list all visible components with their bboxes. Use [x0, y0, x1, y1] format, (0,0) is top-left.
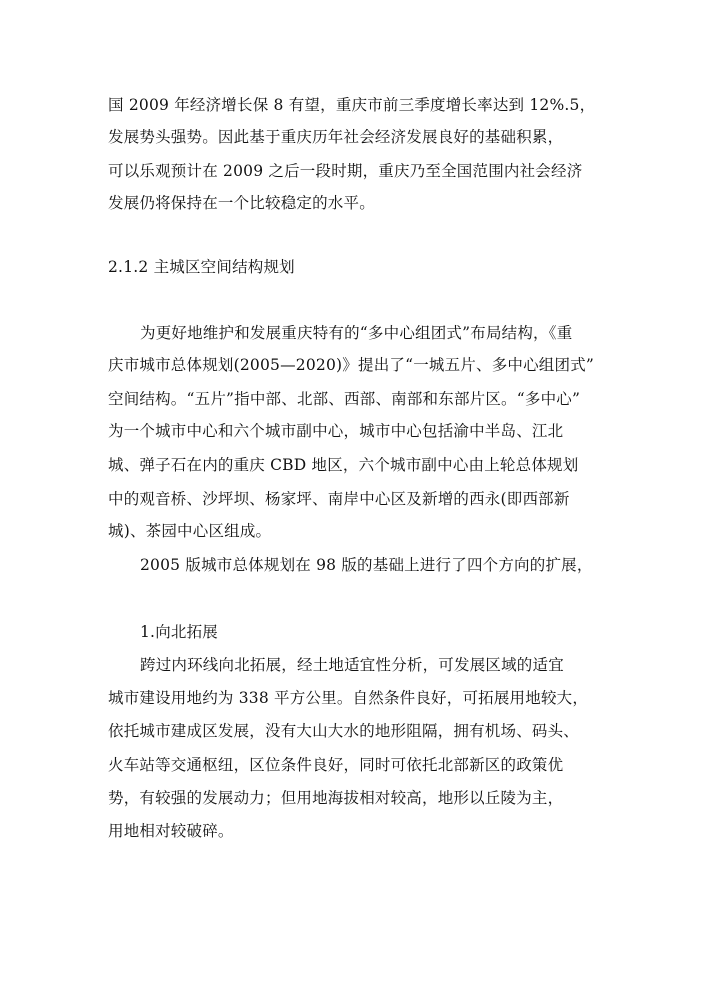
paragraph-4-line-4: 火车站等交通枢纽，区位条件良好，同时可依托北部新区的政策优 — [108, 756, 564, 774]
paragraph-4-line-2: 城市建设用地约为 338 平方公里。自然条件良好，可拓展用地较大， — [108, 689, 589, 707]
section-heading: 2.1.2 主城区空间结构规划 — [108, 258, 295, 276]
paragraph-2-line-7: 城)、茶园中心区组成。 — [108, 522, 272, 540]
paragraph-4-line-5: 势，有较强的发展动力；但用地海拔相对较高，地形以丘陵为主， — [108, 789, 564, 807]
paragraph-2-line-1: 为更好地维护和发展重庆特有的“多中心组团式”布局结构，《重 — [140, 324, 573, 342]
paragraph-1-line-1: 国 2009 年经济增长保 8 有望，重庆市前三季度增长率达到 12%.5， — [108, 96, 596, 114]
paragraph-2-line-5: 城、弹子石在内的重庆 CBD 地区，六个城市副中心由上轮总体规划 — [108, 456, 579, 474]
subheading: 1.向北拓展 — [140, 623, 218, 641]
paragraph-4-line-6: 用地相对较破碎。 — [108, 822, 234, 840]
paragraph-2-line-6: 中的观音桥、沙坪坝、杨家坪、南岸中心区及新增的西永(即西部新 — [108, 490, 570, 508]
paragraph-1-line-4: 发展仍将保持在一个比较稳定的水平。 — [108, 194, 375, 212]
paragraph-2-line-3: 空间结构。“五片”指中部、北部、西部、南部和东部片区。“多中心” — [108, 390, 581, 408]
paragraph-3-line-1: 2005 版城市总体规划在 98 版的基础上进行了四个方向的扩展， — [140, 556, 593, 574]
paragraph-2-line-4: 为一个城市中心和六个城市副中心，城市中心包括渝中半岛、江北 — [108, 422, 564, 440]
paragraph-1-line-2: 发展势头强势。因此基于重庆历年社会经济发展良好的基础积累， — [108, 128, 564, 146]
paragraph-2-line-2: 庆市城市总体规划(2005—2020)》提出了“一城五片、多中心组团式” — [108, 356, 595, 374]
paragraph-4-line-1: 跨过内环线向北拓展，经土地适宜性分析，可发展区域的适宜 — [140, 656, 564, 674]
paragraph-4-line-3: 依托城市建成区发展，没有大山大水的地形阻隔，拥有机场、码头、 — [108, 722, 580, 740]
paragraph-1-line-3: 可以乐观预计在 2009 之后一段时期，重庆乃至全国范围内社会经济 — [108, 162, 583, 180]
